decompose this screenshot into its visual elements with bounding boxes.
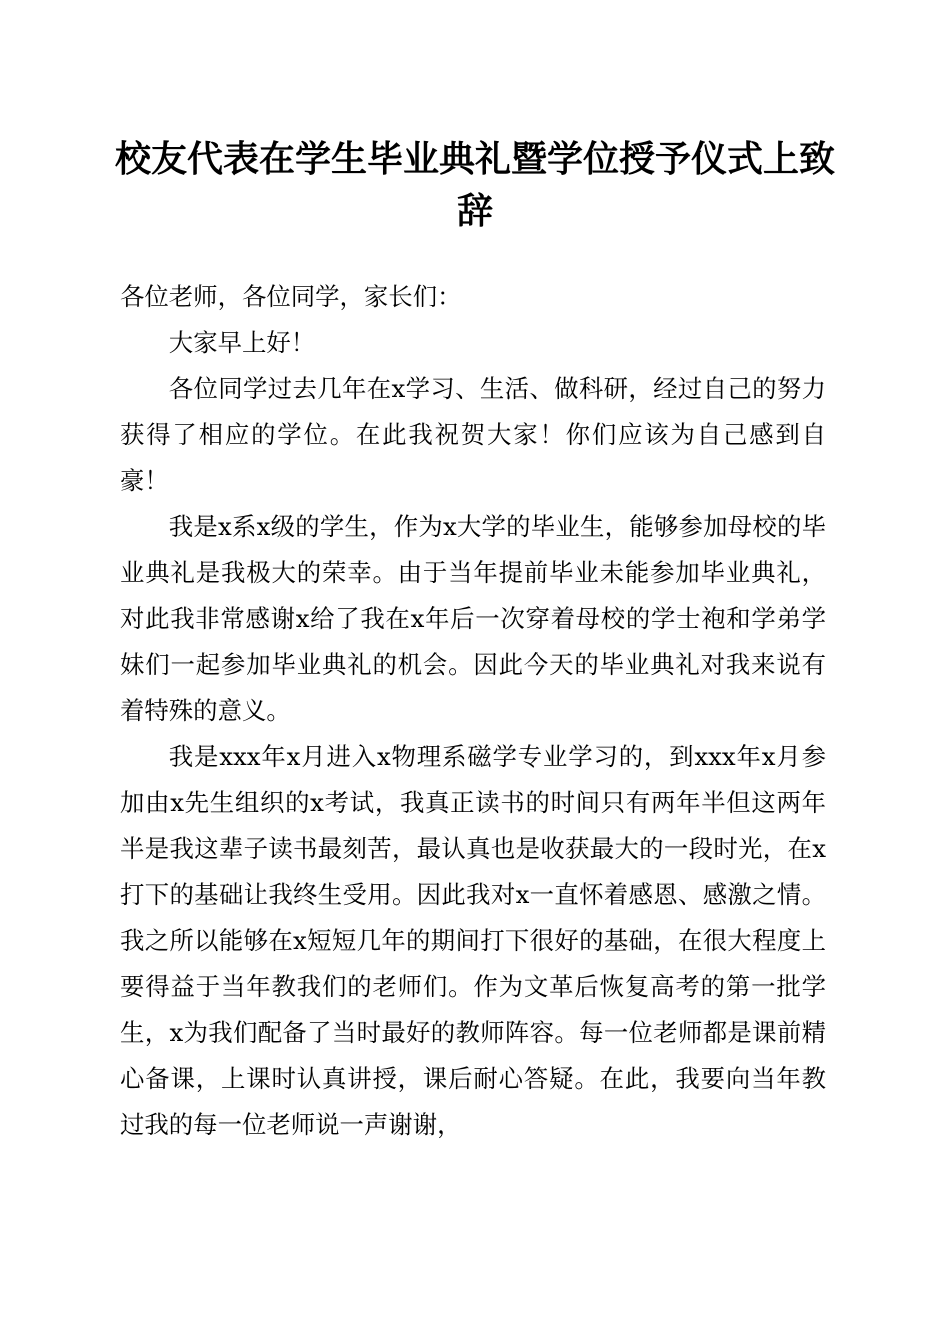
- paragraph-congratulations: 各位同学过去几年在x学习、生活、做科研，经过自己的努力获得了相应的学位。在此我祝贺大家！你们应该为自己感到自豪！: [120, 374, 826, 495]
- paragraph-greeting: 大家早上好！: [168, 328, 316, 357]
- paragraph-introduction: 我是x系x级的学生，作为x大学的毕业生，能够参加母校的毕业典礼是我极大的荣幸。由于当年提前毕业未能参加毕业典礼，对此我非常感谢x给了我在x年后一次穿着母校的学士袍和学弟学妹们一起参加毕业典礼的机会。因此今天的毕业典礼对我来说有着特殊的意义。: [120, 512, 826, 725]
- document-body: [120, 274, 826, 1148]
- paragraph-study-experience: 我是xxx年x月进入x物理系磁学专业学习的，到xxx年x月参加由x先生组织的x考试，我真正读书的时间只有两年半但这两年半是我这辈子读书最刻苦，最认真也是收获最大的一段时光，在x打下的基础让我终生受用。因此我对x一直怀着感恩、感激之情。我之所以能够在x短短几年的期间打下很好的基础，在很大程度上要得益于当年教我们的老师们。作为文革后恢复高考的第一批学生，x为我们配备了当时最好的教师阵容。每一位老师都是课前精心备课，上课时认真讲授，课后耐心答疑。在此，我要向当年教过我的每一位老师说一声谢谢，: [120, 742, 826, 1139]
- salutation: 各位老师，各位同学，家长们：: [120, 282, 462, 311]
- document-title: 校友代表在学生毕业典礼暨学位授予仪式上致辞: [114, 138, 835, 232]
